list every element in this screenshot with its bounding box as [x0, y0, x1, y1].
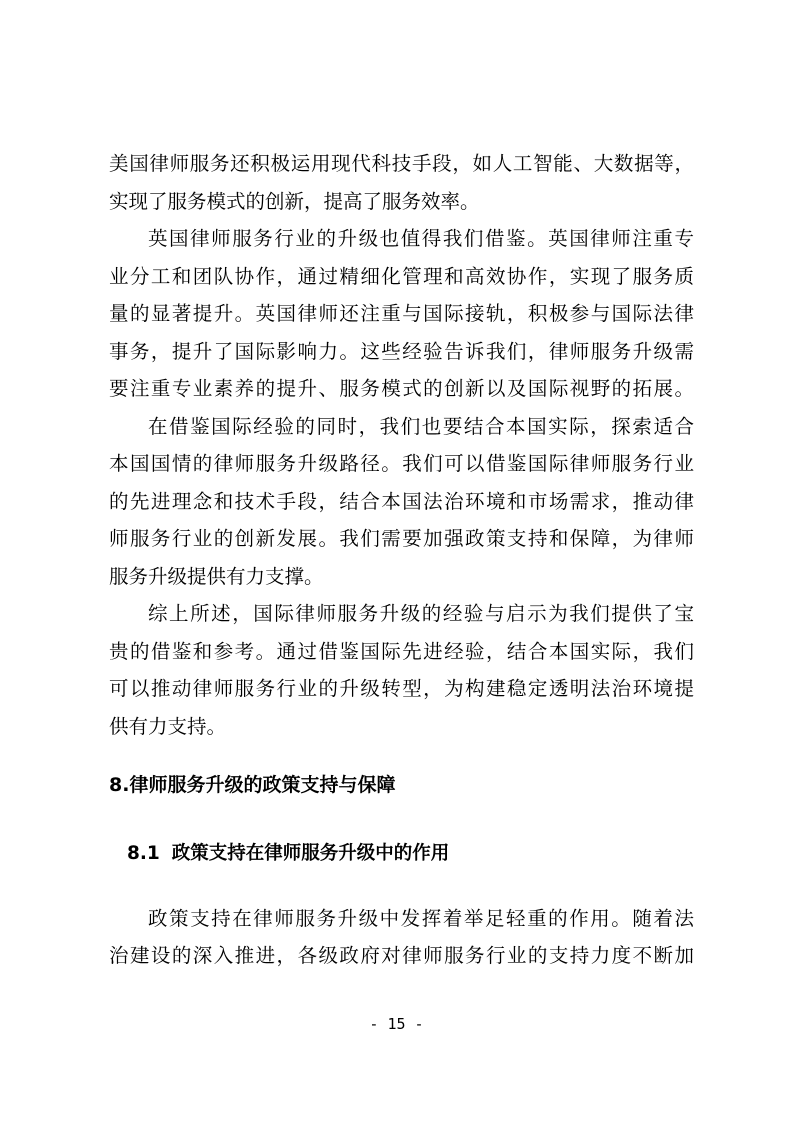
final-paragraph-line-2: 治建设的深入推进，各级政府对律师服务行业的支持力度不断加: [109, 944, 694, 967]
paragraph-3-line-5: 服务升级提供有力支撑。: [109, 565, 324, 588]
paragraph-2-line-1: 英国律师服务行业的升级也值得我们借鉴。英国律师注重专: [148, 227, 694, 250]
subsection-title: 政策支持在律师服务升级中的作用: [171, 843, 450, 864]
paragraph-4-line-2: 贵的借鉴和参考。通过借鉴国际先进经验，结合本国实际，我们: [109, 640, 694, 663]
paragraph-3-line-4: 师服务行业的创新发展。我们需要加强政策支持和保障，为律师: [109, 527, 694, 550]
section-heading: 8.律师服务升级的政策支持与保障: [109, 774, 396, 796]
subsection-heading: [127, 836, 449, 872]
paragraph-2-line-5: 要注重专业素养的提升、服务模式的创新以及国际视野的拓展。: [109, 377, 694, 400]
paragraph-4-line-1: 综上所述，国际律师服务升级的经验与启示为我们提供了宝: [148, 602, 694, 625]
paragraph-2-line-4: 事务，提升了国际影响力。这些经验告诉我们，律师服务升级需: [109, 340, 694, 363]
page-number: - 15 -: [369, 1015, 424, 1033]
paragraph-2-line-2: 业分工和团队协作，通过精细化管理和高效协作，实现了服务质: [109, 265, 694, 288]
paragraph-3-line-1: 在借鉴国际经验的同时，我们也要结合本国实际，探索适合: [148, 415, 694, 438]
paragraph-2-line-3: 量的显著提升。英国律师还注重与国际接轨，积极参与国际法律: [109, 302, 694, 325]
paragraph-1-line-1: 美国律师服务还积极运用现代科技手段，如人工智能、大数据等，: [109, 152, 694, 175]
final-paragraph-line-1: 政策支持在律师服务升级中发挥着举足轻重的作用。随着法: [148, 907, 694, 930]
paragraph-1-line-2: 实现了服务模式的创新，提高了服务效率。: [109, 190, 480, 213]
paragraph-4-line-4: 供有力支持。: [109, 715, 227, 738]
paragraph-4-line-3: 可以推动律师服务行业的升级转型，为构建稳定透明法治环境提: [109, 677, 694, 700]
paragraph-3-line-2: 本国国情的律师服务升级路径。我们可以借鉴国际律师服务行业: [109, 452, 694, 475]
paragraph-3-line-3: 的先进理念和技术手段，结合本国法治环境和市场需求，推动律: [109, 490, 694, 513]
subsection-number: 8.1: [127, 843, 160, 864]
